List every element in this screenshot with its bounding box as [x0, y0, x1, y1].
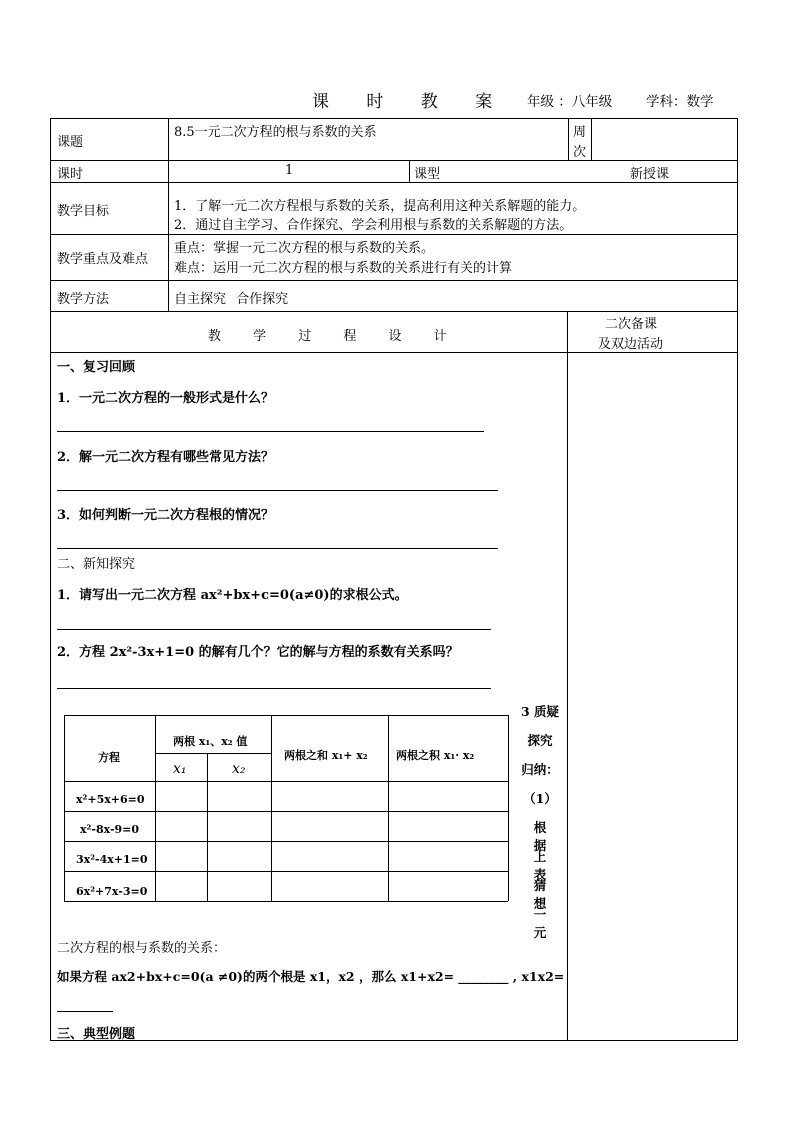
side-note: 上 表	[533, 849, 547, 882]
table-row: 6x²+7x-3=0	[76, 885, 148, 898]
answer-line-product[interactable]	[57, 1011, 113, 1012]
side-note: 猜 想	[533, 878, 547, 911]
side-note: 根 据	[533, 820, 547, 853]
col-x1: x₁	[173, 761, 187, 777]
side-note: （1）	[523, 791, 557, 806]
goal-1: 1．了解一元二次方程根与系数的关系，提高利用这种关系解题的能力。	[174, 199, 586, 214]
process-heading: 教 学 过 程 设 计	[208, 329, 461, 344]
relation-text: 如果方程 ax2+bx+c=0(a ≠0)的两个根是 x1，x2 ，那么 x1+x2= ________ , x1x2=	[57, 969, 565, 984]
answer-line-4[interactable]	[57, 629, 491, 630]
answer-line-1[interactable]	[57, 431, 484, 432]
side-note: 探究	[527, 733, 553, 748]
document-title: 课 时 教 案	[312, 92, 509, 112]
hours-value: 1	[285, 163, 294, 178]
col-equation: 方程	[98, 751, 120, 764]
side-note: 归纳：	[521, 762, 559, 777]
side-note: 3 质疑	[520, 704, 560, 719]
week-label: 周	[573, 125, 587, 140]
col-roots: 两根 x₁、x₂ 值	[173, 735, 248, 748]
subject-label: 学科：数学	[646, 94, 714, 110]
difficult-point: 难点：运用一元二次方程的根与系数的关系进行有关的计算	[174, 261, 513, 276]
hours-label: 课时	[57, 167, 84, 182]
key-point: 重点：掌握一元二次方程的根与系数的关系。	[174, 241, 435, 256]
relation-title: 二次方程的根与系数的关系：	[57, 941, 227, 956]
question-5: 2．方程 2x²-3x+1=0 的解有几个？它的解与方程的系数有关系吗？	[57, 645, 459, 660]
topic-value: 8.5一元二次方程的根与系数的关系	[174, 125, 377, 140]
answer-line-5[interactable]	[57, 688, 491, 689]
goal-label: 教学目标	[57, 204, 110, 219]
side-heading-1: 二次备课	[605, 317, 658, 332]
col-x2: x₂	[232, 761, 246, 777]
goal-2: 2．通过自主学习、合作探究、学会利用根与系数的关系解题的方法。	[174, 218, 573, 233]
col-product: 两根之积 x₁· x₂	[396, 749, 475, 762]
method-label: 教学方法	[57, 292, 110, 307]
table-row: x²-8x-9=0	[80, 823, 140, 836]
grade-label: 年级 ：八年级	[527, 94, 613, 110]
question-2: 2．解一元二次方程有哪些常见方法？	[57, 450, 275, 465]
section-examples: 三、典型例题	[57, 1027, 136, 1042]
type-value: 新授课	[630, 167, 670, 182]
question-3: 3．如何判断一元二次方程根的情况？	[57, 508, 275, 523]
section-explore: 二、新知探究	[57, 557, 136, 572]
side-heading-2: 及双边活动	[598, 337, 664, 352]
col-sum: 两根之和 x₁+ x₂	[284, 749, 368, 762]
question-1: 1．一元二次方程的一般形式是什么？	[57, 391, 275, 406]
topic-label: 课题	[57, 135, 84, 150]
method-value: 自主探究 合作探究	[174, 292, 289, 307]
answer-line-3[interactable]	[57, 548, 498, 549]
side-note: 一 元	[533, 907, 547, 940]
table-row: 3x²-4x+1=0	[76, 853, 148, 866]
week-label-2: 次	[573, 145, 587, 160]
answer-line-2[interactable]	[57, 490, 498, 491]
table-row: x²+5x+6=0	[76, 793, 145, 806]
type-label: 课型	[414, 167, 441, 182]
question-4: 1．请写出一元二次方程 ax²+bx+c=0(a≠0)的求根公式。	[57, 588, 408, 603]
section-review: 一、复习回顾	[57, 360, 136, 375]
key-label: 教学重点及难点	[57, 252, 149, 267]
